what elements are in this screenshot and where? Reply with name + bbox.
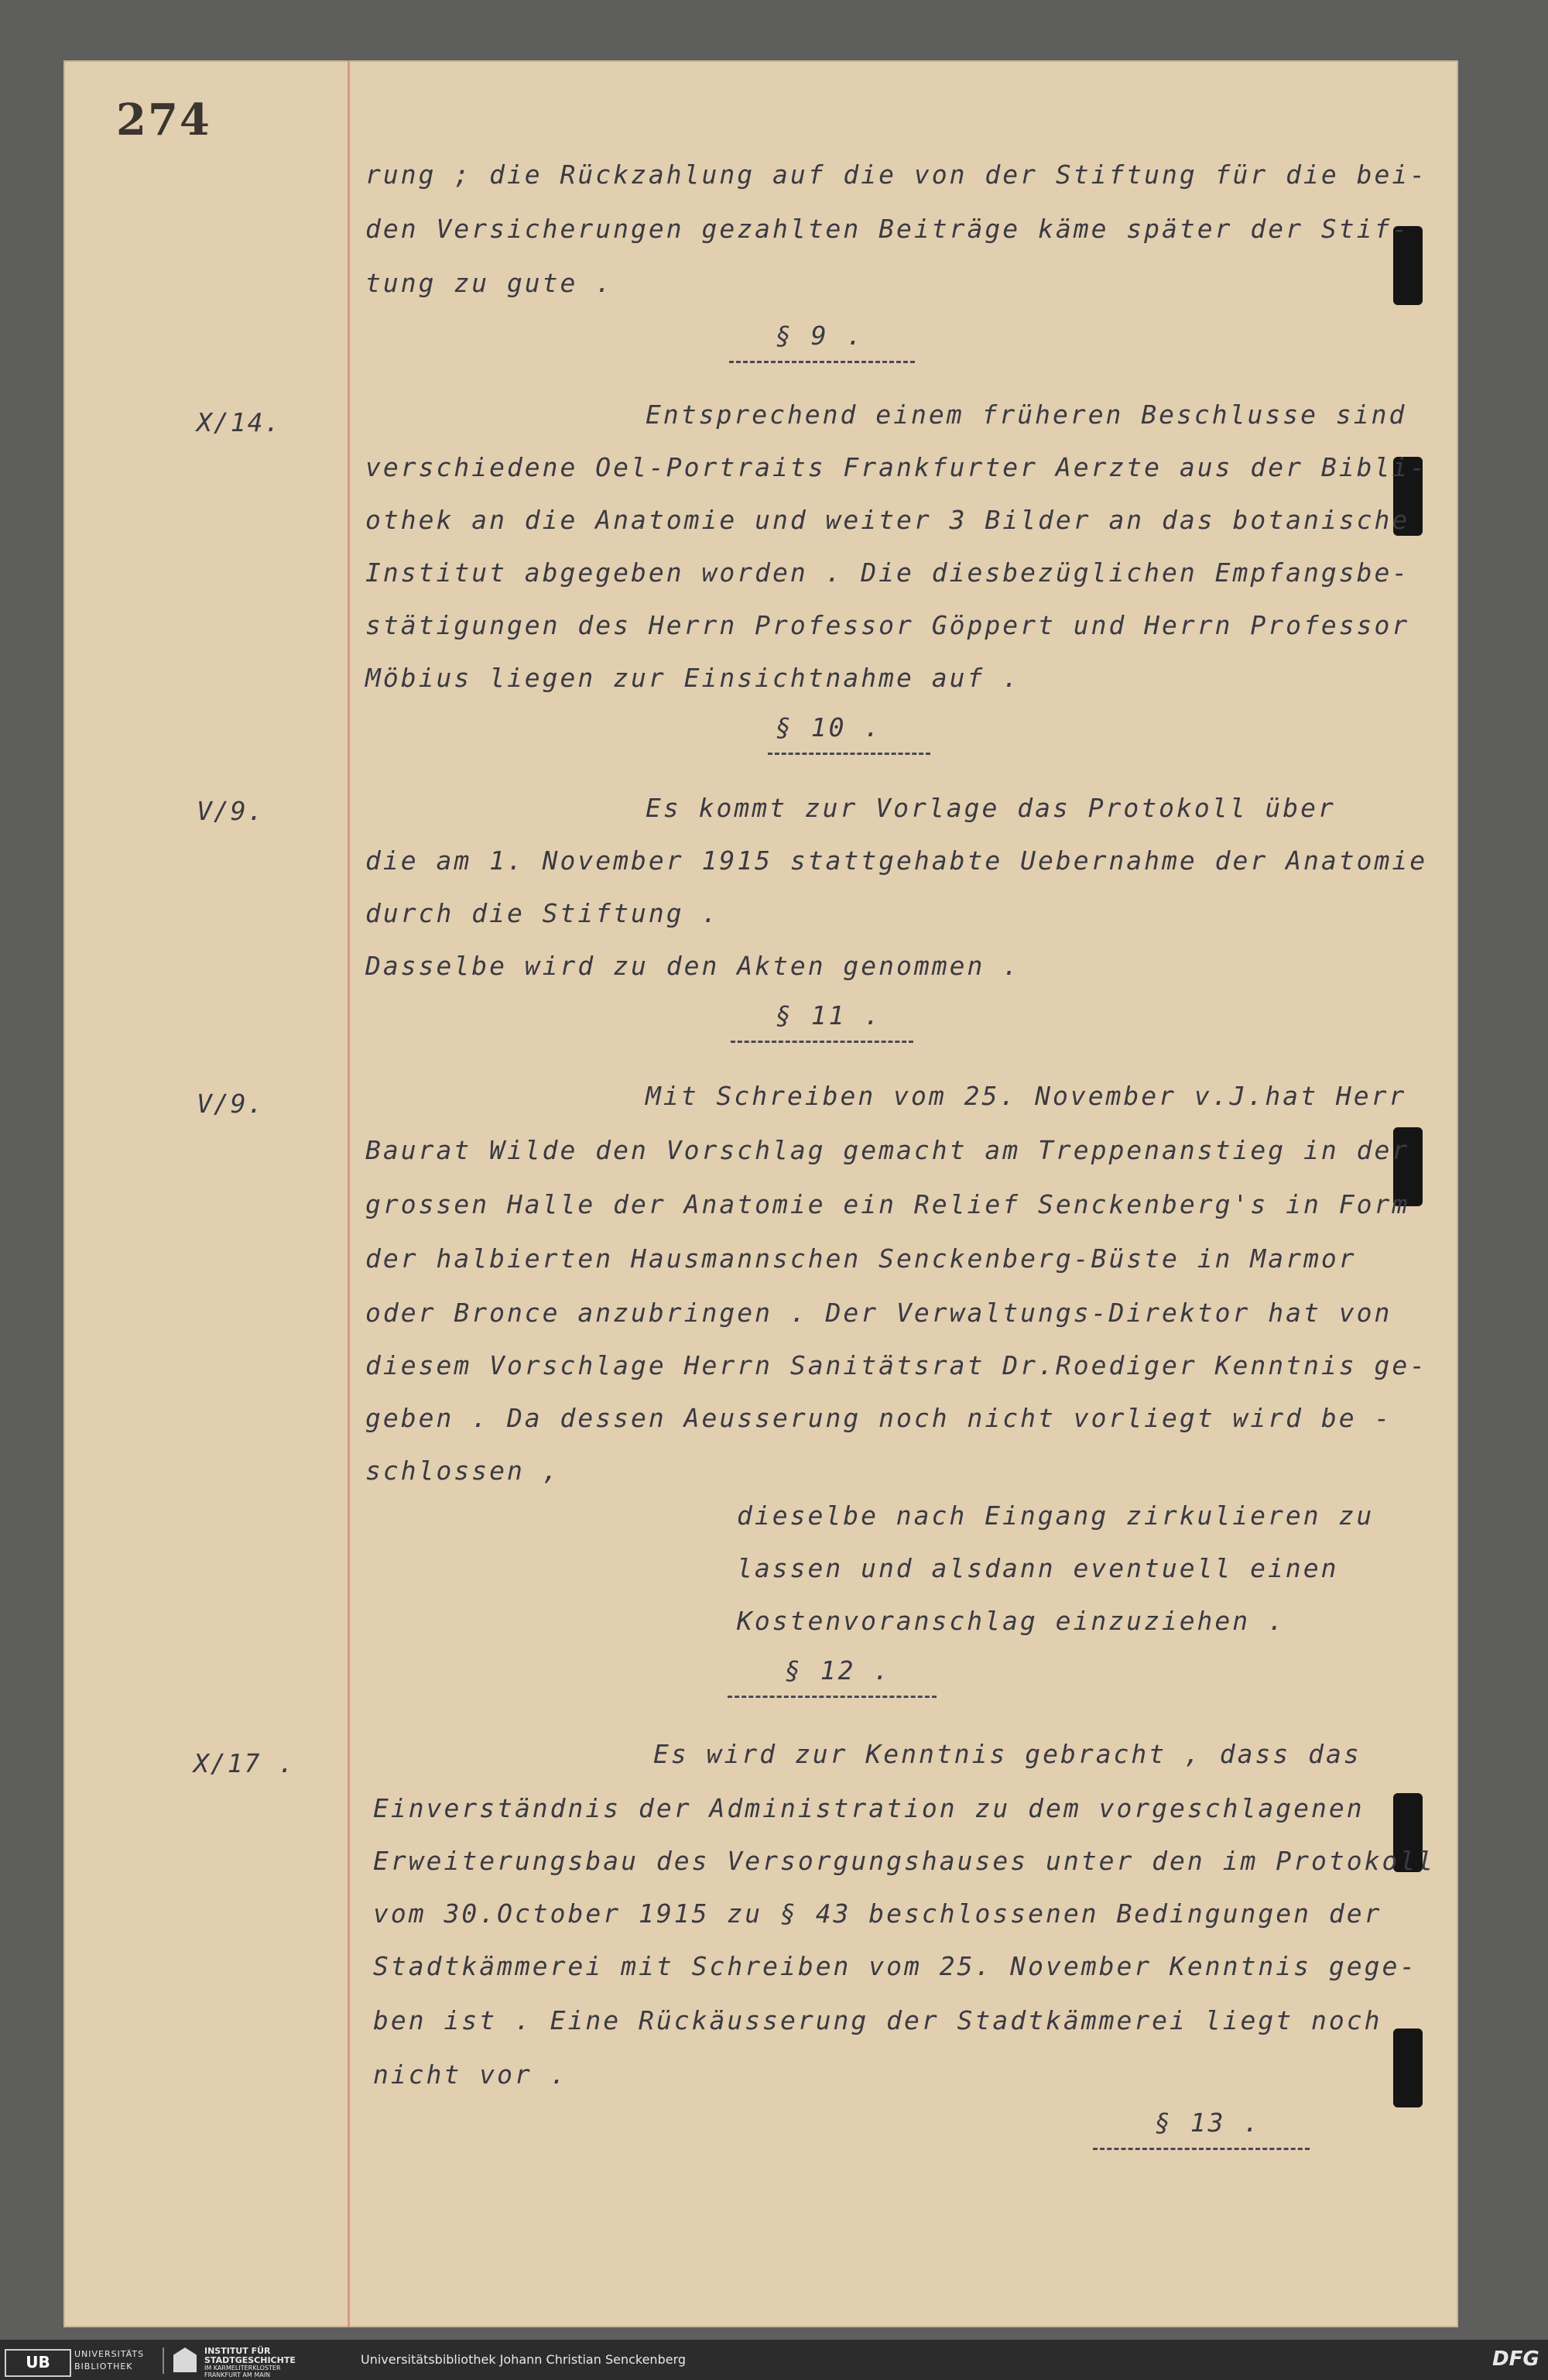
- ub-logo[interactable]: UB: [5, 2349, 71, 2377]
- ub-name-line2: BIBLIOTHEK: [74, 2361, 133, 2371]
- text-line: Es kommt zur Vorlage das Protokoll über: [646, 793, 1336, 823]
- section-heading: § 10 .: [776, 712, 882, 742]
- text-line: nicht vor .: [373, 2059, 568, 2090]
- section-rule: [731, 1041, 913, 1043]
- text-line: den Versicherungen gezahlten Beiträge käme später der Stif-: [365, 214, 1410, 244]
- text-line: Erweiterungsbau des Versorgungshauses unter den im Protokoll: [373, 1846, 1436, 1876]
- text-line: Mit Schreiben vom 25. November v.J.hat Herr: [646, 1081, 1407, 1111]
- margin-ref: V/9.: [197, 1089, 265, 1119]
- text-line: Institut abgegeben worden . Die diesbezüglichen Empfangsbe-: [365, 557, 1410, 588]
- text-line: der halbierten Hausmannschen Senckenberg-Büste in Marmor: [365, 1243, 1357, 1274]
- institut-line1: INSTITUT FÜR: [204, 2346, 271, 2356]
- section-heading: § 13 .: [1155, 2107, 1262, 2138]
- section-rule: [729, 361, 915, 363]
- text-line: tung zu gute .: [365, 268, 614, 298]
- institut-line2: STADTGESCHICHTE: [204, 2355, 296, 2365]
- text-line: Baurat Wilde den Vorschlag gemacht am Treppenanstieg in der: [365, 1135, 1410, 1165]
- text-line: oder Bronce anzubringen . Der Verwaltungs-Direktor hat von: [365, 1298, 1392, 1328]
- text-line: rung ; die Rückzahlung auf die von der Stiftung für die bei-: [365, 159, 1428, 190]
- section-heading: § 12 .: [785, 1655, 892, 1686]
- text-line: die am 1. November 1915 stattgehabte Uebernahme der Anatomie: [365, 845, 1428, 876]
- text-line: othek an die Anatomie und weiter 3 Bilder an das botanische: [365, 505, 1410, 535]
- text-line-indented: dieselbe nach Eingang zirkulieren zu: [737, 1500, 1375, 1531]
- section-heading: § 9 .: [776, 321, 865, 351]
- text-line: ben ist . Eine Rückäusserung der Stadtkämmerei liegt noch: [373, 2005, 1382, 2035]
- margin-ref: X/14.: [197, 407, 282, 437]
- text-line: vom 30.October 1915 zu § 43 beschlossenen Bedingungen der: [373, 1898, 1382, 1929]
- text-line: Dasselbe wird zu den Akten genommen .: [365, 951, 1021, 981]
- section-heading: § 11 .: [776, 1000, 882, 1031]
- text-line-indented: Kostenvoranschlag einzuziehen .: [737, 1606, 1286, 1636]
- text-line-indented: lassen und alsdann eventuell einen: [737, 1553, 1339, 1583]
- red-margin-line: [348, 60, 350, 2327]
- dfg-logo[interactable]: DFG: [1492, 2347, 1539, 2371]
- section-rule: [768, 753, 930, 755]
- institut-emblem: [173, 2347, 197, 2372]
- divider: [163, 2347, 164, 2374]
- text-line: Stadtkämmerei mit Schreiben vom 25. November Kenntnis gege-: [373, 1951, 1418, 1981]
- text-line: schlossen ,: [365, 1456, 560, 1486]
- section-rule: [1093, 2148, 1310, 2150]
- binder-mark: [1393, 2028, 1423, 2107]
- text-line: verschiedene Oel-Portraits Frankfurter Aerzte aus der Bibli-: [365, 452, 1428, 482]
- margin-ref: X/17 .: [194, 1748, 296, 1778]
- text-line: durch die Stiftung .: [365, 898, 720, 928]
- ub-name-line1: UNIVERSITÄTS: [74, 2349, 145, 2359]
- text-line: Einverständnis der Administration zu dem vorgeschlagenen: [373, 1793, 1365, 1823]
- text-line: grossen Halle der Anatomie ein Relief Senckenberg's in Form: [365, 1189, 1410, 1219]
- margin-ref: V/9.: [197, 796, 265, 826]
- text-line: diesem Vorschlage Herrn Sanitätsrat Dr.Roediger Kenntnis ge-: [365, 1350, 1428, 1380]
- text-line: Möbius liegen zur Einsichtnahme auf .: [365, 663, 1021, 693]
- page-number: 274: [116, 94, 211, 146]
- institut-line4: FRANKFURT AM MAIN: [204, 2371, 271, 2378]
- footer-bar: [0, 2340, 1548, 2380]
- institut-line3: IM KARMELITERKLOSTER: [204, 2365, 281, 2371]
- text-line: stätigungen des Herrn Professor Göppert und Herrn Professor: [365, 610, 1410, 640]
- text-line: Es wird zur Kenntnis gebracht , dass das: [653, 1739, 1361, 1769]
- text-line: geben . Da dessen Aeusserung noch nicht vorliegt wird be -: [365, 1403, 1392, 1433]
- library-name[interactable]: Universitätsbibliothek Johann Christian Senckenberg: [361, 2352, 687, 2367]
- text-line: Entsprechend einem früheren Beschlusse sind: [646, 400, 1407, 430]
- section-rule: [728, 1696, 937, 1698]
- document-page: [63, 60, 1458, 2327]
